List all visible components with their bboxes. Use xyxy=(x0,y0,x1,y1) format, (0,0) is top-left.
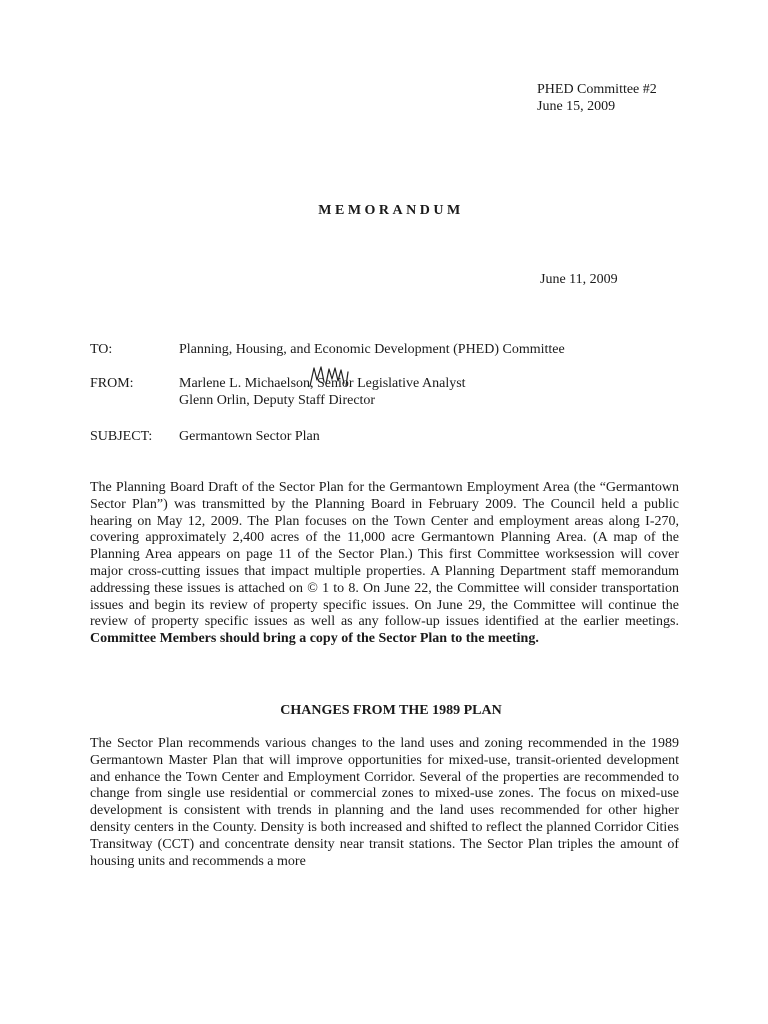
header-date: June 15, 2009 xyxy=(537,99,616,114)
memo-title: MEMORANDUM xyxy=(318,203,464,218)
subject-value: Germantown Sector Plan xyxy=(179,429,320,444)
subject-label: SUBJECT: xyxy=(90,429,153,444)
changes-paragraph: The Sector Plan recommends various changes to the land uses and zoning recommended in the 1989 Germantown Master Plan that will improve opportunities for mixed-use, transit-oriented development and enhance the Town Center and Employment Corridor. Several of the properties are recommended to change from single use residential or commercial zones to mixed-use zones. The focus on mixed-use development is consistent with trends in planning and the land uses recommended for other higher density centers in the County. Density is both increased and shifted to reflect the planned Corridor Cities Transitway (CCT) and concentrate density near transit stations. The Sector Plan triples the amount of housing units and recommends a more xyxy=(90,736,679,869)
from-line-2: Glenn Orlin, Deputy Staff Director xyxy=(179,393,376,408)
intro-paragraph-text: The Planning Board Draft of the Sector Plan for the Germantown Employment Area (the “Germantown Sector Plan”) was transmitted by the Planning Board in February 2009. The Council held a public hearing on May 12, 2009. The Plan focuses on the Town Center and employment areas along I-270, covering approximately 2,400 acres of the 11,000 acre Germantown Planning Area. (A map of the Planning Area appears on page 11 of the Sector Plan.) This first Committee worksession will cover major cross-cutting issues that impact multiple properties. A Planning Department staff memorandum addressing these issues is attached on © 1 to 8. On June 22, the Committee will consider transportation issues and begin its review of property specific issues. On June 29, the Committee will continue the review of property specific issues as well as any follow-up issues identified at the earlier meetings. xyxy=(90,480,679,630)
committee-label: PHED Committee #2 xyxy=(537,82,657,97)
to-value: Planning, Housing, and Economic Development (PHED) Committee xyxy=(179,342,565,357)
header-block xyxy=(537,81,657,115)
from-label: FROM: xyxy=(90,376,134,391)
from-line-1: Marlene L. Michaelson, Senior Legislative Analyst xyxy=(179,376,466,391)
intro-paragraph-bold: Committee Members should bring a copy of the Sector Plan to the meeting. xyxy=(90,631,539,647)
intro-paragraph xyxy=(90,480,679,648)
handwritten-initials-icon xyxy=(308,364,350,390)
section-heading: CHANGES FROM THE 1989 PLAN xyxy=(280,703,502,718)
memo-date: June 11, 2009 xyxy=(540,272,618,287)
to-label: TO: xyxy=(90,342,113,357)
